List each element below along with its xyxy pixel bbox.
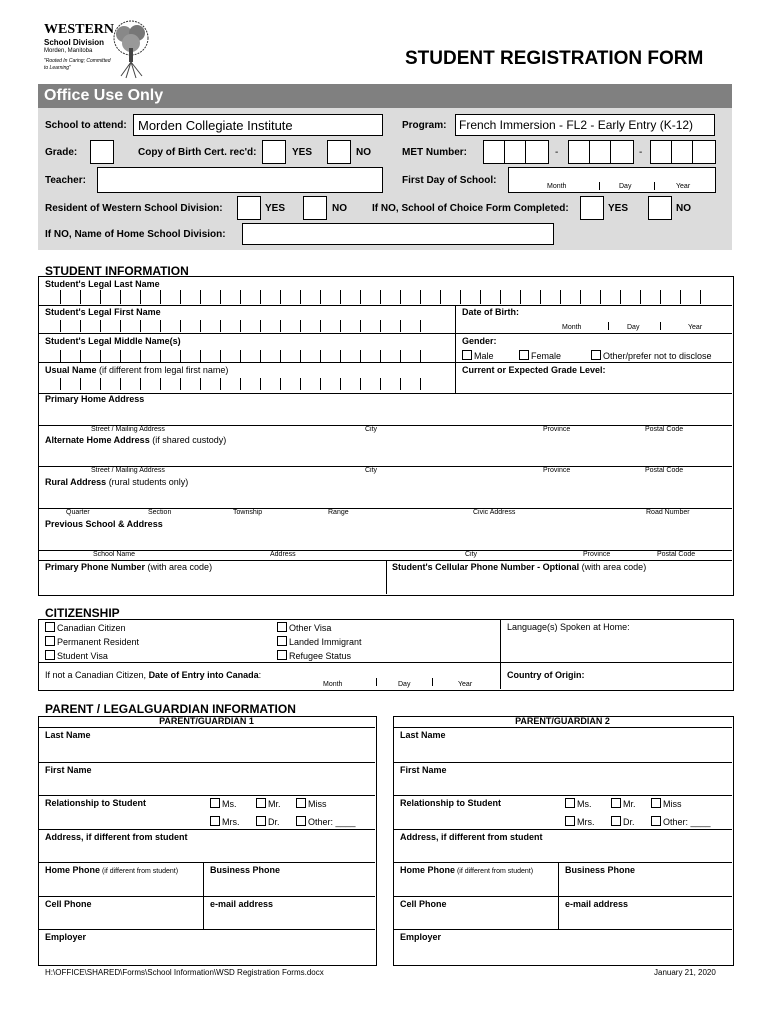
program-field[interactable]	[455, 114, 715, 136]
teacher-label: Teacher:	[45, 175, 86, 186]
primary-phone-label: Primary Phone Number (with area code)	[45, 562, 213, 572]
tree-icon	[106, 18, 156, 80]
g1-last-label: Last Name	[45, 730, 91, 740]
logo-sub: School Division	[44, 38, 105, 47]
program-value: French Immersion - FL2 - Early Entry (K-12)	[459, 118, 694, 132]
school-value: Morden Collegiate Institute	[138, 118, 293, 133]
g1-email-label: e-mail address	[210, 899, 274, 909]
alt-address-label: Alternate Home Address (if shared custody)	[45, 435, 227, 445]
g2-employer-label: Employer	[400, 932, 442, 942]
home-div-field[interactable]	[242, 223, 554, 245]
city-label-2: City	[365, 467, 378, 474]
resident-label: Resident of Western School Division:	[45, 203, 223, 214]
student-heading: STUDENT INFORMATION	[45, 264, 189, 278]
g1-ms[interactable]: Ms.	[210, 798, 237, 809]
township-label: Township	[233, 509, 263, 516]
civic-label: Civic Address	[473, 509, 516, 516]
met-field-2[interactable]	[568, 140, 634, 164]
citizenship-table	[38, 619, 734, 691]
dob-month: Month	[562, 324, 582, 331]
section-label: Section	[148, 509, 172, 516]
refugee-checkbox[interactable]	[277, 650, 287, 660]
form-title: STUDENT REGISTRATION FORM	[405, 48, 704, 69]
g1-employer-label: Employer	[45, 932, 87, 942]
student-visa-checkbox[interactable]	[45, 650, 55, 660]
street-label-1: Street / Mailing Address	[91, 426, 165, 433]
birth-cert-yes: YES	[292, 147, 313, 158]
g2-other-checkbox[interactable]	[651, 816, 661, 826]
office-heading: Office Use Only	[44, 87, 164, 104]
g1-miss[interactable]: Miss	[296, 798, 327, 809]
g1-first-label: First Name	[45, 765, 92, 775]
resident-no-box[interactable]	[303, 196, 327, 220]
guardian2-heading: PARENT/GUARDIAN 2	[515, 716, 610, 726]
city-label-1: City	[365, 426, 378, 433]
refugee-label: Refugee Status	[289, 651, 352, 661]
grade-label: Grade:	[45, 147, 78, 158]
landed-label: Landed Immigrant	[289, 637, 362, 647]
g1-home-label: Home Phone (if different from student)	[45, 865, 179, 875]
g2-mr-checkbox[interactable]	[611, 798, 621, 808]
citizenship-heading: CITIZENSHIP	[45, 606, 120, 620]
permanent-checkbox[interactable]	[45, 636, 55, 646]
school-label: School to attend:	[45, 120, 127, 131]
dob-year: Year	[688, 324, 703, 331]
first-day-label: First Day of School:	[402, 175, 497, 186]
g2-miss[interactable]: Miss	[651, 798, 682, 809]
logo-motto: "Rooted In Caring; Committed to Learning"	[44, 58, 111, 71]
other-visa-option[interactable]	[277, 622, 331, 633]
g1-relationship-label: Relationship to Student	[45, 798, 146, 808]
g2-address-label: Address, if different from student	[400, 832, 543, 842]
g2-ms-checkbox[interactable]	[565, 798, 575, 808]
met-label: MET Number:	[402, 147, 467, 158]
cell-phone-label: Student's Cellular Phone Number - Optional (with area code)	[392, 562, 647, 572]
choice-yes-box[interactable]	[580, 196, 604, 220]
g2-mr[interactable]: Mr.	[611, 798, 636, 809]
province-label-2: Province	[543, 467, 571, 474]
g1-miss-checkbox[interactable]	[296, 798, 306, 808]
other-checkbox[interactable]	[591, 350, 601, 360]
g2-cell-label: Cell Phone	[400, 899, 447, 909]
first-day-year: Year	[676, 183, 691, 190]
permanent-option[interactable]	[45, 636, 139, 647]
g1-mr-checkbox[interactable]	[256, 798, 266, 808]
other-label: Other/prefer not to disclose	[603, 351, 712, 361]
dob-label: Date of Birth:	[462, 307, 519, 317]
rural-address-label: Rural Address (rural students only)	[45, 477, 189, 487]
primary-address-label: Primary Home Address	[45, 394, 145, 404]
female-label: Female	[531, 351, 562, 361]
g2-dr[interactable]: Dr.	[611, 816, 635, 827]
g2-miss-checkbox[interactable]	[651, 798, 661, 808]
home-div-label: If NO, Name of Home School Division:	[45, 229, 226, 240]
province-label-3: Province	[583, 551, 611, 558]
logo-name: WESTERN	[44, 22, 115, 37]
met-dash-2: -	[639, 147, 643, 158]
g1-dr-checkbox[interactable]	[256, 816, 266, 826]
usual-name-input[interactable]	[60, 378, 440, 390]
guardian1-heading: PARENT/GUARDIAN 1	[159, 716, 254, 726]
choice-label: If NO, School of Choice Form Completed:	[372, 203, 569, 214]
first-name-input[interactable]	[60, 320, 440, 332]
birth-cert-yes-box[interactable]	[262, 140, 286, 164]
office-header	[38, 84, 732, 108]
refugee-option[interactable]	[277, 650, 351, 661]
met-field-3[interactable]	[650, 140, 716, 164]
g1-ms-checkbox[interactable]	[210, 798, 220, 808]
footer-date: January 21, 2020	[654, 968, 716, 977]
resident-yes-box[interactable]	[237, 196, 261, 220]
postal-label-3: Postal Code	[657, 551, 696, 558]
entry-day: Day	[398, 681, 411, 688]
landed-checkbox[interactable]	[277, 636, 287, 646]
g2-ms[interactable]: Ms.	[565, 798, 592, 809]
school-field[interactable]	[133, 114, 383, 136]
logo	[44, 18, 154, 80]
student-visa-option[interactable]	[45, 650, 108, 661]
male-checkbox[interactable]	[462, 350, 472, 360]
met-field-1[interactable]	[483, 140, 549, 164]
grade-field[interactable]	[90, 140, 114, 164]
city-label-3: City	[465, 551, 478, 558]
usual-name-label: Usual Name (if different from legal first name)	[45, 365, 229, 375]
other-visa-checkbox[interactable]	[277, 622, 287, 632]
first-day-field[interactable]	[508, 167, 716, 193]
landed-option[interactable]	[277, 636, 362, 647]
g2-home-label: Home Phone (if different from student)	[400, 865, 534, 875]
entry-year: Year	[458, 681, 473, 688]
entry-date-label: If not a Canadian Citizen, Date of Entry into Canada:	[45, 670, 262, 680]
footer-path: H:\OFFICE\SHARED\Forms\School Information\WSD Registration Forms.docx	[45, 968, 324, 977]
g1-other[interactable]: Other: ____	[296, 816, 356, 827]
g2-relationship-label: Relationship to Student	[400, 798, 501, 808]
last-name-label: Student's Legal Last Name	[45, 279, 160, 289]
program-label: Program:	[402, 120, 447, 131]
grade-level-label: Current or Expected Grade Level:	[462, 365, 606, 375]
school-name-label: School Name	[93, 551, 136, 558]
choice-yes: YES	[608, 203, 629, 214]
male-label: Male	[474, 351, 494, 361]
g1-mrs[interactable]: Mrs.	[210, 816, 240, 827]
g2-mrs[interactable]: Mrs.	[565, 816, 595, 827]
first-name-label: Student's Legal First Name	[45, 307, 161, 317]
postal-label-1: Postal Code	[645, 426, 684, 433]
g2-last-label: Last Name	[400, 730, 446, 740]
quarter-label: Quarter	[66, 509, 90, 516]
postal-label-2: Postal Code	[645, 467, 684, 474]
g1-other-checkbox[interactable]	[296, 816, 306, 826]
g1-address-label: Address, if different from student	[45, 832, 188, 842]
dob-day: Day	[627, 324, 640, 331]
g2-mrs-checkbox[interactable]	[565, 816, 575, 826]
birth-cert-no: NO	[356, 147, 371, 158]
street-label-2: Street / Mailing Address	[91, 467, 165, 474]
logo-place: Morden, Manitoba	[44, 48, 93, 54]
permanent-label: Permanent Resident	[57, 637, 140, 647]
resident-yes: YES	[265, 203, 286, 214]
middle-name-label: Student's Legal Middle Name(s)	[45, 336, 181, 346]
g2-email-label: e-mail address	[565, 899, 629, 909]
g1-mrs-checkbox[interactable]	[210, 816, 220, 826]
canadian-option[interactable]	[45, 622, 126, 633]
gender-label: Gender:	[462, 336, 497, 346]
g1-dr[interactable]: Dr.	[256, 816, 280, 827]
province-label-1: Province	[543, 426, 571, 433]
entry-month: Month	[323, 681, 343, 688]
middle-name-input[interactable]	[60, 350, 440, 362]
canadian-checkbox[interactable]	[45, 622, 55, 632]
parents-heading: PARENT / LEGALGUARDIAN INFORMATION	[45, 702, 296, 716]
range-label: Range	[328, 509, 349, 516]
g2-other[interactable]: Other: ____	[651, 816, 711, 827]
student-visa-label: Student Visa	[57, 651, 108, 661]
g2-business-label: Business Phone	[565, 865, 636, 875]
gender-male[interactable]	[462, 350, 494, 361]
languages-label: Language(s) Spoken at Home:	[507, 622, 630, 632]
choice-no-box[interactable]	[648, 196, 672, 220]
met-dash-1: -	[555, 147, 559, 158]
teacher-field[interactable]	[97, 167, 383, 193]
other-visa-label: Other Visa	[289, 623, 332, 633]
country-label: Country of Origin:	[507, 670, 585, 680]
gender-female[interactable]	[519, 350, 561, 361]
birth-cert-label: Copy of Birth Cert. rec'd:	[138, 147, 257, 158]
g1-cell-label: Cell Phone	[45, 899, 92, 909]
canadian-label: Canadian Citizen	[57, 623, 126, 633]
g2-first-label: First Name	[400, 765, 447, 775]
last-name-input[interactable]	[60, 290, 720, 304]
prev-school-label: Previous School & Address	[45, 519, 163, 529]
choice-no: NO	[676, 203, 691, 214]
first-day-day: Day	[619, 183, 632, 190]
first-day-month: Month	[547, 183, 567, 190]
female-checkbox[interactable]	[519, 350, 529, 360]
resident-no: NO	[332, 203, 347, 214]
road-label: Road Number	[646, 509, 690, 516]
prev-address-label: Address	[270, 551, 296, 558]
gender-other[interactable]	[591, 350, 712, 361]
g1-business-label: Business Phone	[210, 865, 281, 875]
birth-cert-no-box[interactable]	[327, 140, 351, 164]
g1-mr[interactable]: Mr.	[256, 798, 281, 809]
g2-dr-checkbox[interactable]	[611, 816, 621, 826]
